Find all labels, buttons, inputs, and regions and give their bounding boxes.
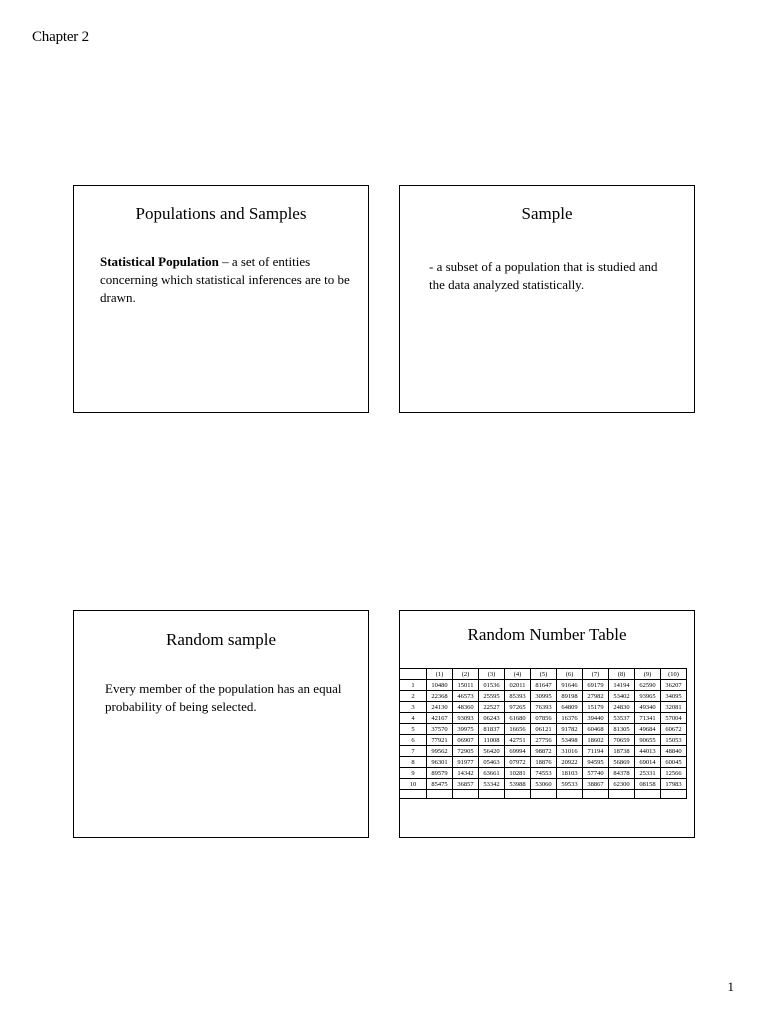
table-header-row [400,669,687,680]
table-cell: 81647 [531,680,557,691]
row-label: 7 [400,746,427,757]
table-cell: 24830 [609,702,635,713]
table-empty-row [400,790,687,799]
row-label: 8 [400,757,427,768]
table-cell: 81305 [609,724,635,735]
table-cell: 25331 [635,768,661,779]
row-label: 6 [400,735,427,746]
slide-title: Populations and Samples [135,204,307,223]
table-cell: 93093 [453,713,479,724]
table-cell: 16656 [505,724,531,735]
table-cell: 18876 [531,757,557,768]
table-cell: 53498 [557,735,583,746]
table-row [400,757,687,768]
table-cell: 36857 [453,779,479,790]
slide-body: Every member of the population has an equal probability of being selected. [105,681,342,714]
empty-cell [661,790,687,799]
table-cell: 15011 [453,680,479,691]
empty-cell [479,790,505,799]
table-cell: 53988 [505,779,531,790]
table-cell: 72905 [453,746,479,757]
table-cell: 31016 [557,746,583,757]
slide-body [100,253,350,307]
table-cell: 91782 [557,724,583,735]
table-cell: 62590 [635,680,661,691]
empty-cell [583,790,609,799]
table-cell: 15179 [583,702,609,713]
table-cell: 06121 [531,724,557,735]
table-row [400,735,687,746]
column-header: (1) [427,669,453,680]
table-row [400,779,687,790]
row-label: 2 [400,691,427,702]
table-row [400,768,687,779]
table-cell: 76393 [531,702,557,713]
row-label: 3 [400,702,427,713]
table-cell: 81837 [479,724,505,735]
table-cell: 59533 [557,779,583,790]
table-cell: 99562 [427,746,453,757]
table-cell: 57740 [583,768,609,779]
table-cell: 89579 [427,768,453,779]
chapter-heading: Chapter 2 [32,29,89,45]
column-header: (4) [505,669,531,680]
random-number-table [400,668,687,799]
table-cell: 11008 [479,735,505,746]
table-cell: 37570 [427,724,453,735]
empty-cell [453,790,479,799]
empty-cell [557,790,583,799]
table-cell: 97265 [505,702,531,713]
empty-cell [400,790,427,799]
table-cell: 17983 [661,779,687,790]
table-cell: 53537 [609,713,635,724]
table-cell: 96301 [427,757,453,768]
column-header: (10) [661,669,687,680]
table-cell: 60672 [661,724,687,735]
table-cell: 14194 [609,680,635,691]
table-cell: 57004 [661,713,687,724]
row-label: 4 [400,713,427,724]
table-cell: 48840 [661,746,687,757]
table-cell: 18738 [609,746,635,757]
slide-title: Random sample [165,630,276,649]
table-cell: 42751 [505,735,531,746]
slide-populations-and-samples [73,185,369,413]
table-cell: 10480 [427,680,453,691]
column-header: (9) [635,669,661,680]
table-cell: 69994 [505,746,531,757]
table-cell: 49340 [635,702,661,713]
table-cell: 06907 [453,735,479,746]
table-cell: 63661 [479,768,505,779]
table-cell: 74553 [531,768,557,779]
table-cell: 12566 [661,768,687,779]
table-cell: 44013 [635,746,661,757]
table-cell: 30995 [531,691,557,702]
empty-cell [635,790,661,799]
column-header: (5) [531,669,557,680]
table-cell: 69179 [583,680,609,691]
page-number: 1 [727,979,734,994]
table-cell: 22368 [427,691,453,702]
slide-body: - a subset of a population that is studied and the data analyzed statistically. [429,259,658,292]
table-cell: 36207 [661,680,687,691]
table-cell: 71194 [583,746,609,757]
table-cell: 60468 [583,724,609,735]
table-cell: 15053 [661,735,687,746]
table-row [400,680,687,691]
table-cell: 60045 [661,757,687,768]
table-cell: 69014 [635,757,661,768]
column-header: (6) [557,669,583,680]
table-cell: 89198 [557,691,583,702]
row-label: 5 [400,724,427,735]
row-label: 9 [400,768,427,779]
table-cell: 46573 [453,691,479,702]
column-header: (3) [479,669,505,680]
table-cell: 71341 [635,713,661,724]
table-cell: 48360 [453,702,479,713]
table-cell: 53402 [609,691,635,702]
table-row [400,713,687,724]
slide-title: Random Number Table [467,625,627,644]
table-cell: 07856 [531,713,557,724]
table-cell: 05463 [479,757,505,768]
table-row [400,724,687,735]
definition-term: Statistical Population [100,254,219,269]
row-label: 10 [400,779,427,790]
table-cell: 85393 [505,691,531,702]
table-cell: 56420 [479,746,505,757]
slide-title: Sample [521,204,573,223]
empty-cell [505,790,531,799]
table-cell: 85475 [427,779,453,790]
table-cell: 64809 [557,702,583,713]
table-cell: 07972 [505,757,531,768]
table-cell: 84378 [609,768,635,779]
table-cell: 27982 [583,691,609,702]
table-cell: 14342 [453,768,479,779]
slide-random-number-table [399,610,695,838]
empty-cell [609,790,635,799]
table-cell: 16376 [557,713,583,724]
column-header: (2) [453,669,479,680]
table-cell: 91646 [557,680,583,691]
table-cell: 94595 [583,757,609,768]
table-cell: 20922 [557,757,583,768]
table-cell: 53342 [479,779,505,790]
table-cell: 27756 [531,735,557,746]
table-cell: 08158 [635,779,661,790]
slide-sample [399,185,695,413]
definition-text: – a set of entities concerning which statistical inferences are to be drawn. [100,254,350,305]
table-cell: 53060 [531,779,557,790]
table-row [400,702,687,713]
table-cell: 42167 [427,713,453,724]
table-cell: 18103 [557,768,583,779]
table-cell: 06243 [479,713,505,724]
table-cell: 32081 [661,702,687,713]
table-cell: 62300 [609,779,635,790]
table-cell: 39440 [583,713,609,724]
table-cell: 98872 [531,746,557,757]
table-cell: 24130 [427,702,453,713]
table-cell: 49684 [635,724,661,735]
row-label: 1 [400,680,427,691]
table-cell: 39975 [453,724,479,735]
table-cell: 91977 [453,757,479,768]
table-cell: 93965 [635,691,661,702]
column-header: (8) [609,669,635,680]
table-cell: 22527 [479,702,505,713]
table-row [400,746,687,757]
table-cell: 34095 [661,691,687,702]
table-cell: 25595 [479,691,505,702]
table-cell: 61680 [505,713,531,724]
table-cell: 77921 [427,735,453,746]
table-cell: 38867 [583,779,609,790]
empty-cell [531,790,557,799]
table-cell: 18602 [583,735,609,746]
table-cell: 10281 [505,768,531,779]
table-row [400,691,687,702]
slide-random-sample [73,610,369,838]
table-cell: 70659 [609,735,635,746]
table-cell: 90655 [635,735,661,746]
table-cell: 02011 [505,680,531,691]
table-cell: 56869 [609,757,635,768]
table-cell: 01536 [479,680,505,691]
column-header: (7) [583,669,609,680]
table-corner-cell [400,669,427,680]
empty-cell [427,790,453,799]
